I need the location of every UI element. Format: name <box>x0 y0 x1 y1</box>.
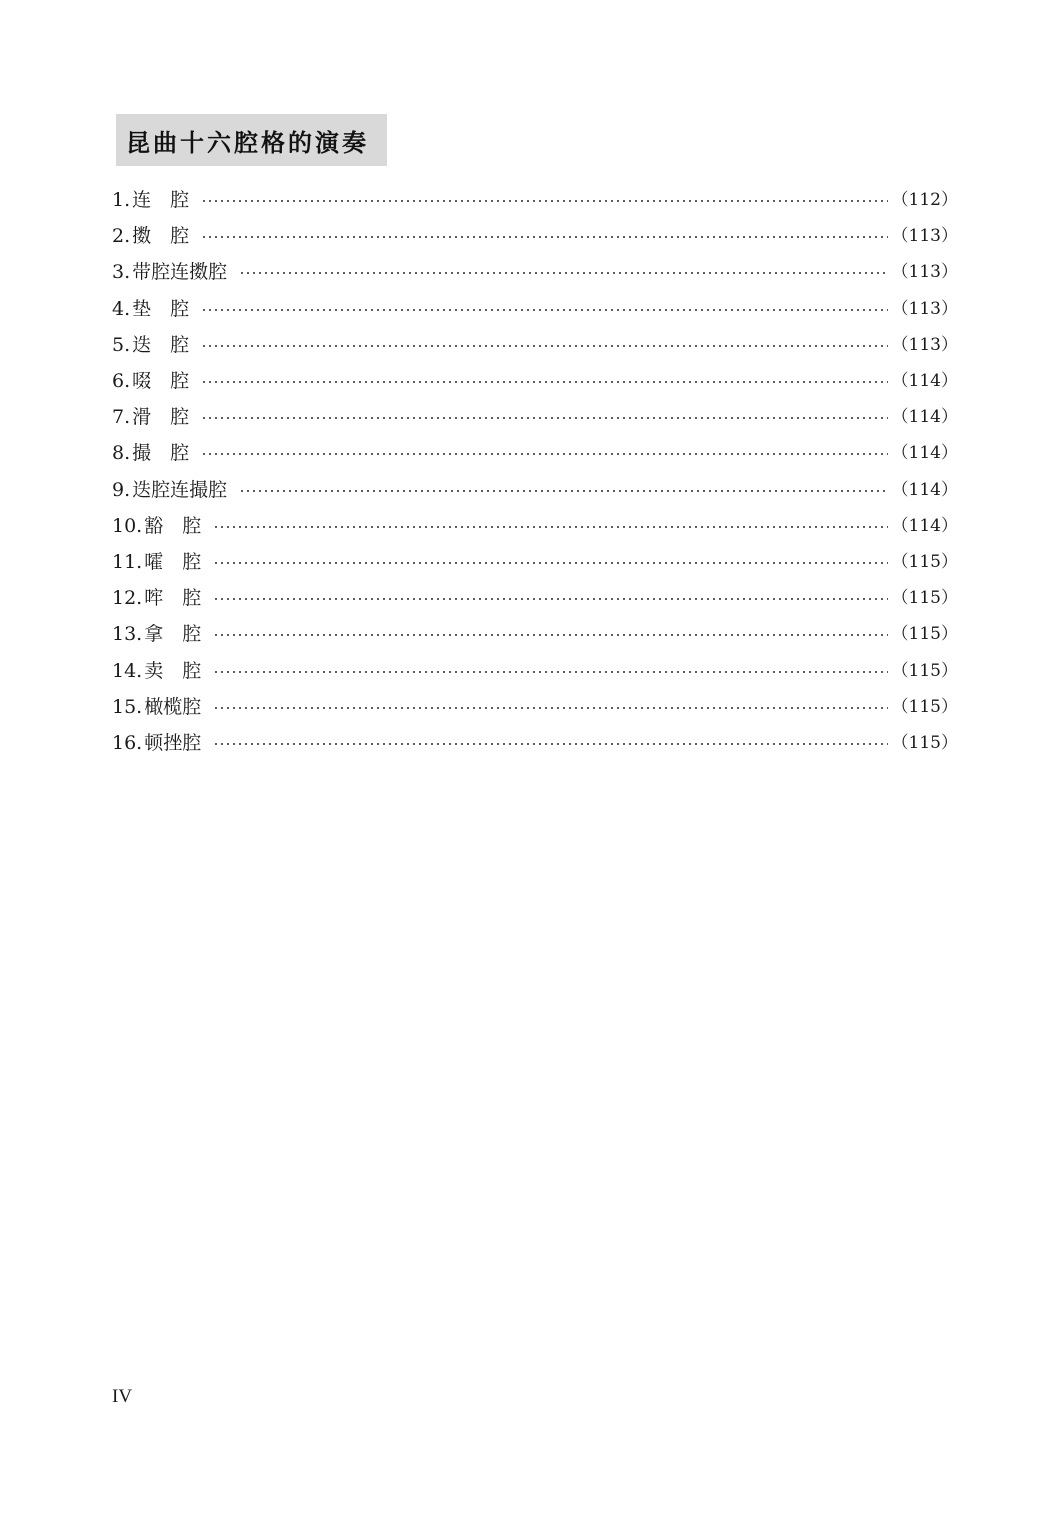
toc-entry-page: （114） <box>891 443 958 464</box>
toc-entry-title: 带腔连擞腔 <box>132 261 228 284</box>
toc-entry[interactable] <box>112 327 958 363</box>
toc-entry-number: 10. <box>112 514 143 537</box>
page-number: IV <box>112 1386 133 1407</box>
toc-entry-title: 撮 腔 <box>132 442 190 465</box>
dot-leader <box>239 272 887 274</box>
toc-entry-number: 9. <box>112 478 131 501</box>
toc-entry-title: 嚯 腔 <box>144 550 202 573</box>
dot-leader <box>213 562 887 564</box>
dot-leader <box>201 417 887 419</box>
toc-entry-page: （113） <box>891 334 958 355</box>
toc-entry-title: 迭腔连撮腔 <box>132 478 228 501</box>
table-of-contents <box>112 182 958 761</box>
toc-entry[interactable] <box>112 399 958 435</box>
toc-entry-title: 垫 腔 <box>132 297 190 320</box>
dot-leader <box>201 200 887 202</box>
toc-entry[interactable] <box>112 508 958 544</box>
toc-entry-page: （115） <box>891 732 958 753</box>
toc-entry[interactable] <box>112 218 958 254</box>
dot-leader <box>213 526 887 528</box>
dot-leader <box>213 598 887 600</box>
dot-leader <box>239 490 887 492</box>
toc-entry-title: 连 腔 <box>132 189 190 212</box>
dot-leader <box>213 671 887 673</box>
toc-entry[interactable] <box>112 472 958 508</box>
toc-entry-page: （115） <box>891 588 958 609</box>
toc-entry-title: 卖 腔 <box>144 659 202 682</box>
toc-entry[interactable] <box>112 254 958 290</box>
toc-entry-page: （113） <box>891 262 958 283</box>
toc-entry[interactable] <box>112 725 958 761</box>
toc-entry[interactable] <box>112 652 958 688</box>
section-title: 昆曲十六腔格的演奏 <box>116 114 387 166</box>
toc-entry-page: （112） <box>891 190 958 211</box>
toc-entry-page: （114） <box>891 371 958 392</box>
toc-entry-title: 拿 腔 <box>144 623 202 646</box>
toc-entry-number: 15. <box>112 695 143 718</box>
toc-entry[interactable] <box>112 435 958 471</box>
toc-entry-number: 5. <box>112 333 131 356</box>
toc-entry-page: （115） <box>891 624 958 645</box>
toc-entry-page: （115） <box>891 696 958 717</box>
toc-entry[interactable] <box>112 544 958 580</box>
dot-leader <box>213 743 887 745</box>
toc-entry-title: 擞 腔 <box>132 225 190 248</box>
toc-entry-number: 13. <box>112 623 143 646</box>
toc-entry-number: 12. <box>112 587 143 610</box>
toc-entry-title: 啜 腔 <box>132 370 190 393</box>
toc-entry-number: 2. <box>112 225 131 248</box>
toc-entry[interactable] <box>112 616 958 652</box>
toc-entry-title: 顿挫腔 <box>144 731 202 754</box>
dot-leader <box>201 309 887 311</box>
toc-entry-page: （113） <box>891 298 958 319</box>
dot-leader <box>201 381 887 383</box>
toc-entry-number: 4. <box>112 297 131 320</box>
toc-entry[interactable] <box>112 689 958 725</box>
toc-entry-page: （115） <box>891 551 958 572</box>
dot-leader <box>213 634 887 636</box>
toc-entry-title: 橄榄腔 <box>144 695 202 718</box>
dot-leader <box>201 345 887 347</box>
toc-entry-number: 8. <box>112 442 131 465</box>
dot-leader <box>201 453 887 455</box>
toc-entry-number: 1. <box>112 189 131 212</box>
toc-entry-title: 哰 腔 <box>144 587 202 610</box>
toc-entry-number: 3. <box>112 261 131 284</box>
dot-leader <box>201 236 887 238</box>
toc-entry[interactable] <box>112 291 958 327</box>
toc-entry-title: 豁 腔 <box>144 514 202 537</box>
toc-entry-title: 迭 腔 <box>132 333 190 356</box>
toc-entry-page: （114） <box>891 407 958 428</box>
toc-entry[interactable] <box>112 182 958 218</box>
toc-entry-title: 滑 腔 <box>132 406 190 429</box>
toc-entry-number: 6. <box>112 370 131 393</box>
toc-entry-page: （115） <box>891 660 958 681</box>
toc-entry-number: 14. <box>112 659 143 682</box>
toc-entry-page: （114） <box>891 479 958 500</box>
toc-entry-number: 11. <box>112 550 143 573</box>
toc-entry[interactable] <box>112 363 958 399</box>
toc-entry-number: 16. <box>112 731 143 754</box>
toc-entry-page: （113） <box>891 226 958 247</box>
dot-leader <box>213 707 887 709</box>
toc-entry-number: 7. <box>112 406 131 429</box>
toc-entry-page: （114） <box>891 515 958 536</box>
toc-entry[interactable] <box>112 580 958 616</box>
